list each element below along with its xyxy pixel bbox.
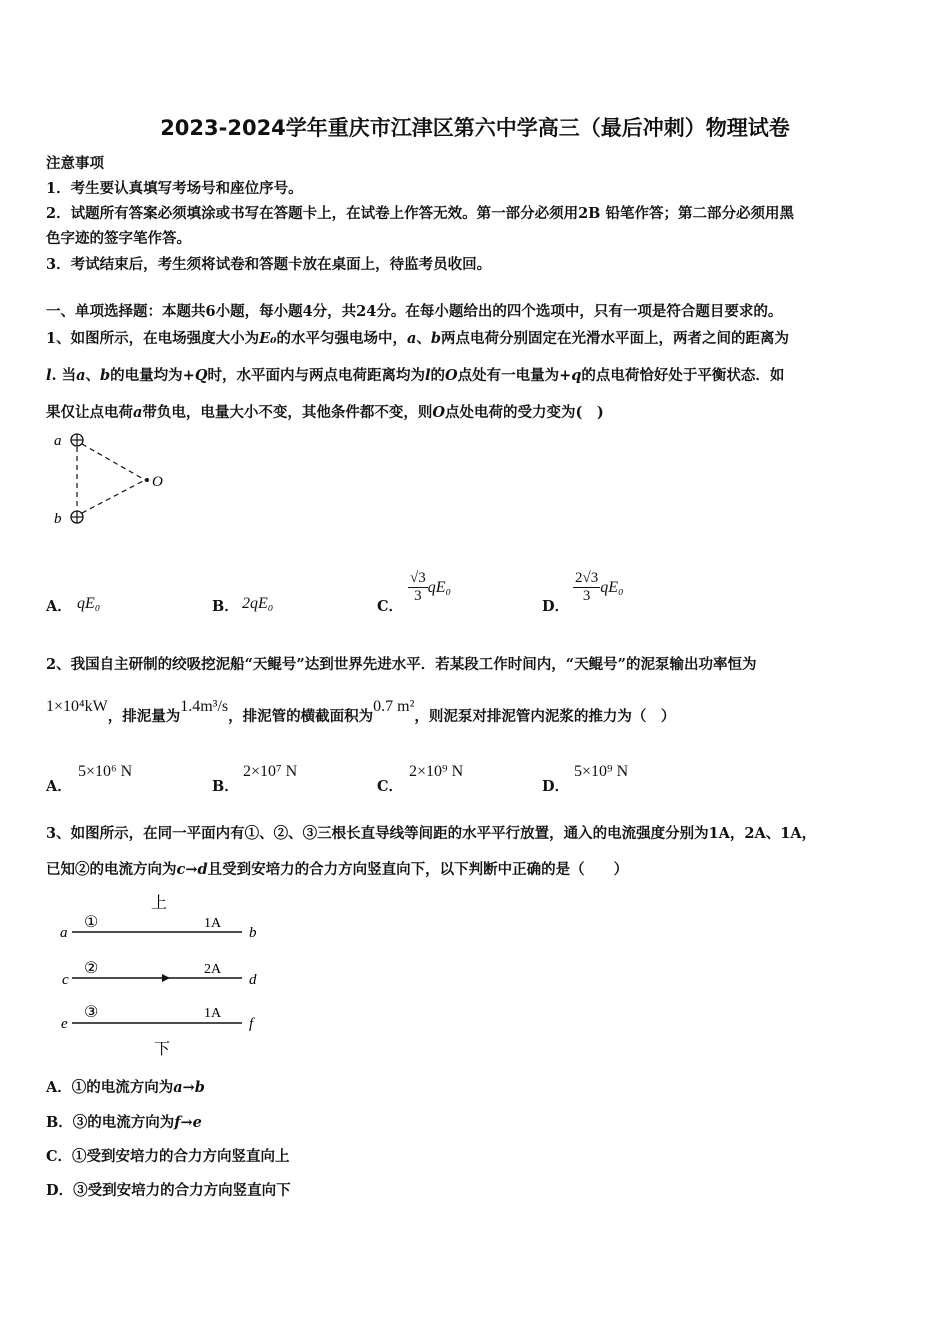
text: 的: [430, 367, 445, 384]
q2-line-1: 2、我国自主研制的绞吸挖泥船“天鲲号”达到世界先进水平．若某段工作时间内，“天鲲号”的泥泵输出功率恒为: [46, 656, 757, 673]
flow-value: 1.4m³/s: [180, 698, 229, 715]
notice-item-2: 2．试题所有答案必须填涂或书写在答题卡上，在试卷上作答无效。第一部分必须用2B 铅笔作答；第二部分必须用黑: [46, 205, 794, 222]
option-label: C．: [46, 1148, 73, 1165]
e0-symbol: E₀: [259, 330, 277, 347]
wire3-right-label: f: [249, 1016, 254, 1032]
point-o-icon: [145, 478, 149, 482]
dashed-bo: [82, 480, 145, 513]
symbol-q: q: [571, 367, 582, 384]
q3-option-a: [46, 1076, 205, 1097]
option-text: ①的电流方向为: [71, 1079, 174, 1096]
q3-wire-diagram: [58, 890, 273, 1060]
numerator: √3: [410, 570, 426, 586]
text: 时，水平面内与两点电荷距离均为: [207, 367, 425, 384]
wire1-number: ①: [84, 914, 99, 931]
wire3-current: 1A: [204, 1006, 222, 1021]
q2-line-2: [46, 698, 676, 726]
section-heading: 一、单项选择题：本题共6小题，每小题4分，共24分。在每小题给出的四个选项中，只有一项是符合题目要求的。: [46, 303, 783, 320]
q2-option-d-label: D．: [542, 778, 570, 795]
q1-option-a-value: qE₀: [77, 595, 101, 612]
label-b: b: [54, 511, 62, 527]
text: 、: [85, 367, 101, 384]
direction-cd: c→d: [176, 861, 208, 878]
text: 点处电荷的受力变为( ): [445, 404, 604, 421]
symbol-l: l: [424, 367, 431, 384]
wire2-number: ②: [84, 960, 99, 977]
q3-line-2: [46, 858, 628, 879]
wire1-current: 1A: [204, 916, 222, 931]
q1-option-d-label: D．: [542, 598, 570, 615]
symbol-b: b: [430, 330, 442, 347]
text: 的水平匀强电场中，: [276, 330, 407, 347]
dashed-ao: [82, 444, 145, 480]
q1-option-d-value: [573, 570, 624, 605]
text: 两点电荷分别固定在光滑水平面上，两者之间的距离为: [441, 330, 790, 347]
denominator: 3: [414, 588, 422, 604]
numerator: 2√3: [575, 570, 599, 586]
q1-option-c-label: C．: [377, 598, 404, 615]
label-down: 下: [154, 1041, 171, 1058]
option-label: B．: [46, 1114, 73, 1131]
wire2-left-label: c: [62, 972, 69, 988]
text: . 当: [51, 367, 77, 384]
label-up: 上: [151, 895, 168, 912]
q3-option-c: [46, 1145, 290, 1166]
text: ，则泥泵对排泥管内泥浆的推力为（ ）: [414, 708, 676, 725]
notice-heading: 注意事项: [46, 155, 104, 172]
q3-line-1: 3、如图所示，在同一平面内有①、②、③三根长直导线等间距的水平平行放置，通入的电流强度分别为1A，2A、1A，: [46, 825, 817, 842]
q1-line-3: [46, 401, 604, 422]
q3-option-d: [46, 1179, 291, 1200]
q2-option-b-label: B．: [212, 778, 239, 795]
option-text: ③受到安培力的合力方向竖直向下: [73, 1182, 291, 1199]
text: 、: [416, 330, 431, 347]
wire3-number: ③: [84, 1004, 99, 1021]
wire3-left-label: e: [61, 1016, 68, 1032]
text: 的点电荷恰好处于平衡状态．如: [581, 367, 785, 384]
q2-option-c-label: C．: [377, 778, 404, 795]
option-text: ③的电流方向为: [72, 1114, 175, 1131]
q2-option-d-value: 5×10⁹ N: [574, 763, 629, 780]
wire2-current: 2A: [204, 962, 222, 977]
q2-option-b-value: 2×10⁷ N: [243, 763, 298, 780]
qe0: qE₀: [427, 579, 452, 596]
text: 已知②的电流方向为: [46, 861, 177, 878]
q1-charge-diagram: [50, 428, 180, 528]
notice-item-1: 1．考生要认真填写考场号和座位序号。: [46, 180, 303, 197]
symbol-a: a: [76, 367, 86, 384]
text: 1、如图所示，在电场强度大小为: [46, 330, 260, 347]
q3-option-b: [46, 1111, 202, 1132]
text: ，排泥管的横截面积为: [228, 708, 374, 725]
symbol-q-big: Q: [194, 367, 208, 384]
denominator: 3: [582, 588, 591, 604]
q1-line-2: [46, 364, 784, 385]
q2-option-a-value: 5×10⁶ N: [78, 763, 133, 780]
q1-option-b-value: 2qE₀: [242, 595, 274, 612]
power-value: 1×10⁴kW: [46, 698, 108, 715]
fraction: [408, 570, 428, 605]
wire1-left-label: a: [60, 925, 68, 941]
wire1-right-label: b: [249, 925, 257, 941]
q2-option-a-label: A．: [46, 778, 72, 795]
q1-option-c-value: [408, 570, 451, 605]
q1-option-b-label: B．: [212, 598, 239, 615]
text: ，排泥量为: [107, 708, 181, 725]
label-a: a: [54, 433, 62, 449]
page-title: 2023-2024学年重庆市江津区第六中学高三（最后冲刺）物理试卷: [160, 116, 790, 140]
symbol-o: O: [444, 367, 458, 384]
text: 点处有一电量为+: [457, 367, 572, 384]
wire2-right-label: d: [249, 972, 257, 988]
notice-item-2-cont: 色字迹的签字笔作答。: [46, 230, 191, 247]
text: 带负电，电量大小不变，其他条件都不变，则: [142, 404, 433, 421]
symbol-l: l: [46, 367, 52, 384]
text: 果仅让点电荷: [46, 404, 133, 421]
option-text: ①受到安培力的合力方向竖直向上: [72, 1148, 290, 1165]
label-o: O: [152, 474, 163, 490]
symbol-a: a: [133, 404, 143, 421]
q2-option-c-value: 2×10⁹ N: [409, 763, 464, 780]
q1-option-a-label: A．: [46, 598, 72, 615]
arrow-right-icon: [162, 974, 170, 982]
qe0: qE₀: [600, 579, 624, 596]
option-label: D．: [46, 1182, 74, 1199]
symbol-o: O: [432, 404, 446, 421]
notice-item-3: 3．考试结束后，考生须将试卷和答题卡放在桌面上，待监考员收回。: [46, 256, 492, 273]
q1-line-1: [46, 327, 789, 348]
text: 且受到安培力的合力方向竖直向下，以下判断中正确的是（ ）: [207, 861, 629, 878]
option-direction: f→e: [174, 1114, 202, 1131]
fraction: [573, 570, 600, 605]
text: 的电量均为+: [110, 367, 195, 384]
symbol-b: b: [100, 367, 111, 384]
symbol-a: a: [407, 330, 417, 347]
option-direction: a→b: [173, 1079, 205, 1096]
option-label: A．: [46, 1079, 72, 1096]
area-value: 0.7 m²: [373, 698, 415, 715]
